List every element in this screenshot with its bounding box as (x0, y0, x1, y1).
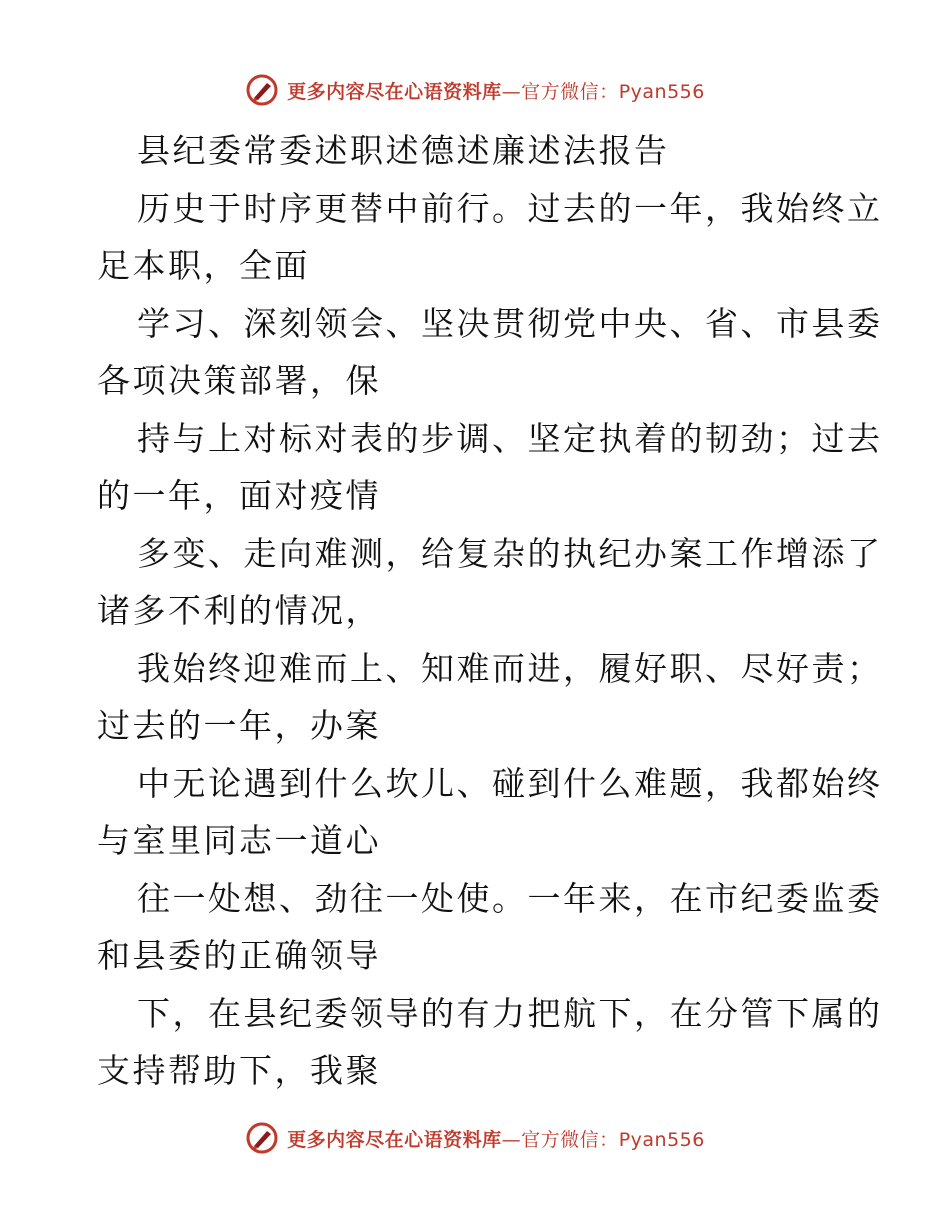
paragraph-line: 中无论遇到什么坎儿、碰到什么难题，我都始终 (137, 763, 883, 803)
watermark-dash: — (501, 1128, 522, 1151)
paragraph-line: 诸多不利的情况， (97, 591, 381, 630)
watermark-account: Pyan556 (618, 1128, 705, 1151)
paragraph-line: 历史于时序更替中前行。过去的一年，我始终立 (137, 188, 883, 228)
pen-logo-icon (245, 73, 279, 107)
paragraph-line: 我始终迎难而上、知难而进，履好职、尽好责； (137, 648, 883, 688)
paragraph-line: 往一处想、劲往一处使。一年来，在市纪委监委 (137, 878, 883, 918)
paragraph-line: 多变、走向难测，给复杂的执纪办案工作增添了 (137, 533, 883, 573)
watermark-account: Pyan556 (618, 80, 705, 103)
paragraph-line: 支持帮助下，我聚 (97, 1051, 381, 1090)
paragraph-line: 与室里同志一道心 (97, 821, 381, 860)
paragraph-line: 下，在县纪委领导的有力把航下，在分管下属的 (137, 993, 883, 1033)
paragraph-line: 各项决策部署，保 (97, 361, 381, 400)
watermark-text (287, 1125, 705, 1152)
paragraph-line: 学习、深刻领会、坚决贯彻党中央、省、市县委 (137, 303, 883, 343)
watermark-brand: 更多内容尽在心语资料库 (287, 80, 502, 103)
paragraph-line: 的一年，面对疫情 (97, 476, 381, 515)
watermark-contact: 官方微信： (521, 1128, 619, 1151)
footer-watermark (0, 1118, 950, 1158)
paragraph-line: 持与上对标对表的步调、坚定执着的韧劲；过去 (137, 418, 883, 458)
paragraph-line: 和县委的正确领导 (97, 936, 381, 975)
header-watermark (0, 70, 950, 110)
watermark-brand: 更多内容尽在心语资料库 (287, 1128, 502, 1151)
document-title: 县纪委常委述职述德述廉述法报告 (137, 131, 670, 170)
watermark-text (287, 77, 705, 104)
document-body (97, 122, 883, 1100)
paragraph-line: 足本职，全面 (97, 246, 310, 285)
pen-logo-icon (245, 1121, 279, 1155)
paragraph-line: 过去的一年，办案 (97, 706, 381, 745)
watermark-dash: — (501, 80, 522, 103)
watermark-contact: 官方微信： (521, 80, 619, 103)
